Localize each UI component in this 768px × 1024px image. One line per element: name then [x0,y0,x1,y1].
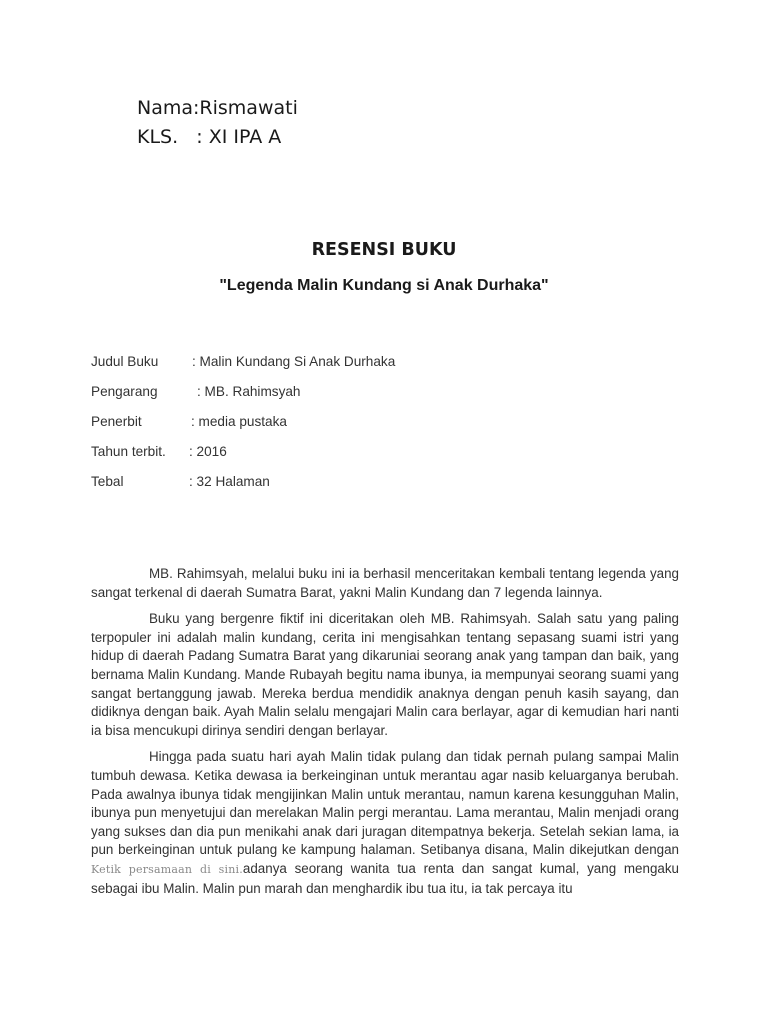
student-class: KLS. : XI IPA A [137,126,282,148]
book-info-row [91,381,691,411]
book-info-list [91,351,691,501]
book-info-value: : 32 Halaman [189,474,270,489]
document-title: RESENSI BUKU [311,240,457,260]
book-info-label: Tahun terbit. [91,444,166,459]
book-info-row [91,471,691,501]
book-info-value: : media pustaka [191,414,287,429]
book-info-row [91,441,691,471]
book-info-label: Judul Buku [91,354,159,369]
review-paragraph-3 [91,748,679,898]
book-subtitle: "Legenda Malin Kundang si Anak Durhaka" [219,277,549,294]
review-paragraph-1: MB. Rahimsyah, melalui buku ini ia berhasil menceritakan kembali tentang legenda yang sangat terkenal di daerah Sumatra Barat, yakni Malin Kundang dan 7 legenda lainnya. [91,566,679,600]
book-info-row [91,351,691,381]
book-info-label: Pengarang [91,384,158,399]
student-name: Nama:Rismawati [137,97,298,119]
book-info-row [91,411,691,441]
book-info-value: : MB. Rahimsyah [197,384,301,399]
book-info-value: : Malin Kundang Si Anak Durhaka [192,354,396,369]
paragraph-3-text-end: adanya seorang wanita tua renta dan sangat kumal, yang mengaku sebagai ibu Malin. Malin pun marah dan menghardik ibu tua itu, ia tak percaya itu [91,860,679,896]
book-info-value: : 2016 [189,444,227,459]
review-paragraph-2: Buku yang bergenre fiktif ini diceritakan oleh MB. Rahimsyah. Salah satu yang paling terpopuler ini adalah malin kundang, cerita ini mengisahkan tentang sepasang suami istri yang hidup di daerah Padang Sumatra Barat yang dikaruniai seorang anak yang tampan dan baik, yang bernama Malin Kundang. Mande Rubayah begitu nama ibunya, ia mempunyai seorang suami yang sangat bertanggung jawab. Mereka berdua mendidik anaknya dengan penuh kasih sayang, dan didiknya dengan baik. Ayah Malin selalu mengajari Malin cara berlayar, agar di kemudian hari nanti ia bisa mencukupi dirinya sendiri dengan berlayar. [91,611,679,738]
book-info-label: Tebal [91,474,124,489]
book-info-label: Penerbit [91,414,142,429]
review-body [91,565,679,906]
paragraph-3-text-start: Hingga pada suatu hari ayah Malin tidak pulang dan tidak pernah pulang sampai Malin tumbuh dewasa. Ketika dewasa ia berkeinginan untuk merantau agar nasib keluarganya berubah. Pada awalnya ibunya tidak mengijinkan Malin untuk merantau, namun karena kesungguhan Malin, ibunya pun menyetujui dan merelakan Malin pergi merantau. Lama merantau, Malin menjadi orang yang sukses dan dia pun menikahi anak dari juragan ditempatnya bekerja. Setelah sekian lama, ia pun berkeinginan untuk pulang ke kampung halaman. Setibanya disana, Malin dikejutkan dengan [91,749,679,858]
equation-placeholder[interactable]: Ketik persamaan di sini. [91,862,243,876]
